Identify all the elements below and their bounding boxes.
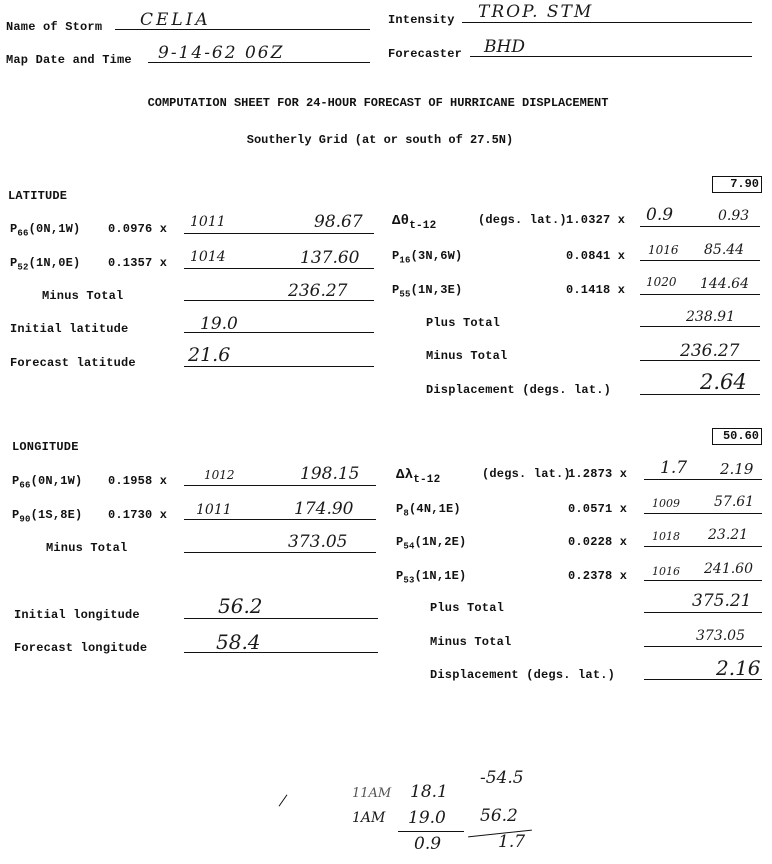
- lon-minus-total2-line: [644, 646, 762, 647]
- initial-latitude-value: 19.0: [200, 314, 238, 334]
- map-date-label: Map Date and Time: [6, 53, 132, 67]
- lon-dlambda-product: 2.19: [720, 460, 754, 478]
- lat-dtheta-coef: 1.0327 x: [566, 213, 626, 227]
- forecast-latitude-value: 21.6: [188, 344, 231, 366]
- lon-plus-total-line: [644, 612, 762, 613]
- lon-p53-line: [644, 580, 762, 581]
- lon-dlambda-label: (degs. lat.): [482, 467, 571, 481]
- lon-p90-product: 174.90: [294, 499, 354, 519]
- lon-p90-coef: 0.1730 x: [108, 508, 168, 522]
- note-row1-lat: 18.1: [410, 782, 448, 802]
- lat-p52-term: $P_{52}(1N,0E)$: [10, 256, 81, 273]
- lat-p55-product: 144.64: [700, 276, 749, 292]
- lat-minus-total-label: Minus Total: [42, 289, 124, 303]
- lon-minus-total2-label: Minus Total: [430, 635, 512, 649]
- intensity-label: Intensity: [388, 13, 455, 27]
- lat-p66-product: 98.67: [314, 212, 363, 232]
- lat-p52-reading: 1014: [190, 249, 226, 265]
- forecast-longitude-line: [184, 652, 378, 653]
- lat-minus-total-value: 236.27: [288, 281, 348, 301]
- lon-displacement-value: 2.16: [716, 656, 761, 680]
- latitude-heading: LATITUDE: [8, 189, 68, 203]
- lon-p8-term: $P_8(4N,1E)$: [396, 502, 461, 519]
- lon-p66-line: [184, 485, 376, 486]
- note-row2-lat: 19.0: [408, 808, 446, 828]
- lat-dtheta-product: 0.93: [718, 208, 750, 224]
- longitude-box: 50.60: [712, 428, 762, 445]
- lat-displacement-value: 2.64: [700, 370, 747, 394]
- lat-p66-term: $P_{66}(0N,1W)$: [10, 222, 81, 239]
- lon-displacement-label: Displacement (degs. lat.): [430, 668, 616, 682]
- lon-p66-product: 198.15: [300, 464, 360, 484]
- lon-minus-total2-value: 373.05: [696, 628, 745, 644]
- lat-p55-coef: 0.1418 x: [566, 283, 626, 297]
- map-date-value: 9-14-62 06Z: [158, 43, 285, 63]
- lat-p52-line: [184, 268, 374, 269]
- lon-p8-product: 57.61: [714, 494, 755, 510]
- forecast-longitude-value: 58.4: [216, 630, 261, 654]
- note-row2-time: 1AM: [352, 810, 386, 826]
- sheet-title: COMPUTATION SHEET FOR 24-HOUR FORECAST OF HURRICANE DISPLACEMENT: [147, 96, 609, 110]
- lon-p54-reading: 1018: [652, 530, 680, 543]
- lon-dlambda-line: [644, 479, 762, 480]
- storm-name-value: CELIA: [140, 10, 211, 30]
- longitude-heading: LONGITUDE: [12, 440, 79, 454]
- note-row3-lon: 1.7: [498, 832, 526, 852]
- lat-p55-line: [640, 294, 760, 295]
- lon-p53-reading: 1016: [652, 565, 680, 578]
- lon-dlambda-term: $\Delta\lambda_{t-12}$: [396, 467, 441, 486]
- lon-p66-term: $P_{66}(0N,1W)$: [12, 474, 83, 491]
- lon-minus-total-label: Minus Total: [46, 541, 128, 555]
- lat-p55-reading: 1020: [646, 275, 677, 289]
- lon-plus-total-label: Plus Total: [430, 601, 505, 615]
- lon-minus-total-value: 373.05: [288, 532, 348, 552]
- lat-p52-product: 137.60: [300, 248, 360, 268]
- lat-p66-reading: 1011: [190, 214, 226, 230]
- lat-plus-total-value: 238.91: [686, 309, 735, 325]
- note-row1-lon: -54.5: [480, 768, 524, 788]
- lat-dtheta-line: [640, 226, 760, 227]
- lon-p54-product: 23.21: [708, 527, 749, 543]
- initial-longitude-line: [184, 618, 378, 619]
- latitude-box: 7.90: [712, 176, 762, 193]
- initial-longitude-label: Initial longitude: [14, 608, 140, 622]
- lat-displacement-label: Displacement (degs. lat.): [426, 383, 612, 397]
- lat-p16-product: 85.44: [704, 242, 745, 258]
- lat-minus-total2-value: 236.27: [680, 341, 740, 361]
- initial-longitude-value: 56.2: [218, 594, 263, 618]
- lat-displacement-line: [640, 394, 760, 395]
- lon-minus-total-line: [184, 552, 376, 553]
- storm-name-label: Name of Storm: [6, 20, 103, 34]
- lon-p90-line: [184, 519, 376, 520]
- note-row3-lat: 0.9: [414, 834, 442, 854]
- lon-p66-reading: 1012: [204, 468, 235, 482]
- lat-p16-term: $P_{16}(3N,6W)$: [392, 249, 463, 266]
- intensity-line: [462, 22, 752, 23]
- lon-dlambda-reading: 1.7: [660, 458, 688, 478]
- note-row1-time: 11AM: [352, 786, 392, 801]
- sheet-subtitle: Southerly Grid (at or south of 27.5N): [246, 133, 514, 147]
- lat-minus-total2-label: Minus Total: [426, 349, 508, 363]
- lon-p54-coef: 0.0228 x: [568, 535, 628, 549]
- lat-p55-term: $P_{55}(1N,3E)$: [392, 283, 463, 300]
- stray-pen-mark: [279, 794, 288, 806]
- lon-p8-coef: 0.0571 x: [568, 502, 628, 516]
- forecast-latitude-line: [184, 366, 374, 367]
- lat-dtheta-label: (degs. lat.): [478, 213, 567, 227]
- lon-p90-reading: 1011: [196, 502, 232, 518]
- lat-dtheta-reading: 0.9: [646, 205, 674, 225]
- lon-p8-reading: 1009: [652, 497, 680, 510]
- lat-p16-reading: 1016: [648, 243, 679, 257]
- lat-plus-total-line: [640, 326, 760, 327]
- lon-dlambda-coef: 1.2873 x: [568, 467, 628, 481]
- lat-p16-line: [640, 260, 760, 261]
- forecaster-label: Forecaster: [388, 47, 463, 61]
- lat-p66-line: [184, 233, 374, 234]
- lon-p8-line: [644, 513, 762, 514]
- note-lat-rule: [398, 831, 464, 832]
- lat-plus-total-label: Plus Total: [426, 316, 501, 330]
- forecast-latitude-label: Forecast latitude: [10, 356, 136, 370]
- lat-p52-coef: 0.1357 x: [108, 256, 168, 270]
- intensity-value: TROP. STM: [478, 2, 594, 22]
- lon-p53-product: 241.60: [704, 561, 753, 577]
- lon-p66-coef: 0.1958 x: [108, 474, 168, 488]
- lat-p66-coef: 0.0976 x: [108, 222, 168, 236]
- lon-p54-term: $P_{54}(1N,2E)$: [396, 535, 467, 552]
- initial-latitude-label: Initial latitude: [10, 322, 129, 336]
- lon-p54-line: [644, 546, 762, 547]
- forecast-longitude-label: Forecast longitude: [14, 641, 148, 655]
- forecaster-value: BHD: [484, 37, 525, 57]
- lon-p90-term: $P_{90}(1S,8E)$: [12, 508, 83, 525]
- lon-p53-term: $P_{53}(1N,1E)$: [396, 569, 467, 586]
- note-row2-lon: 56.2: [480, 806, 518, 826]
- lat-dtheta-term: $\Delta\theta_{t-12}$: [392, 213, 437, 232]
- lon-plus-total-value: 375.21: [692, 591, 752, 611]
- lat-p16-coef: 0.0841 x: [566, 249, 626, 263]
- lon-p53-coef: 0.2378 x: [568, 569, 628, 583]
